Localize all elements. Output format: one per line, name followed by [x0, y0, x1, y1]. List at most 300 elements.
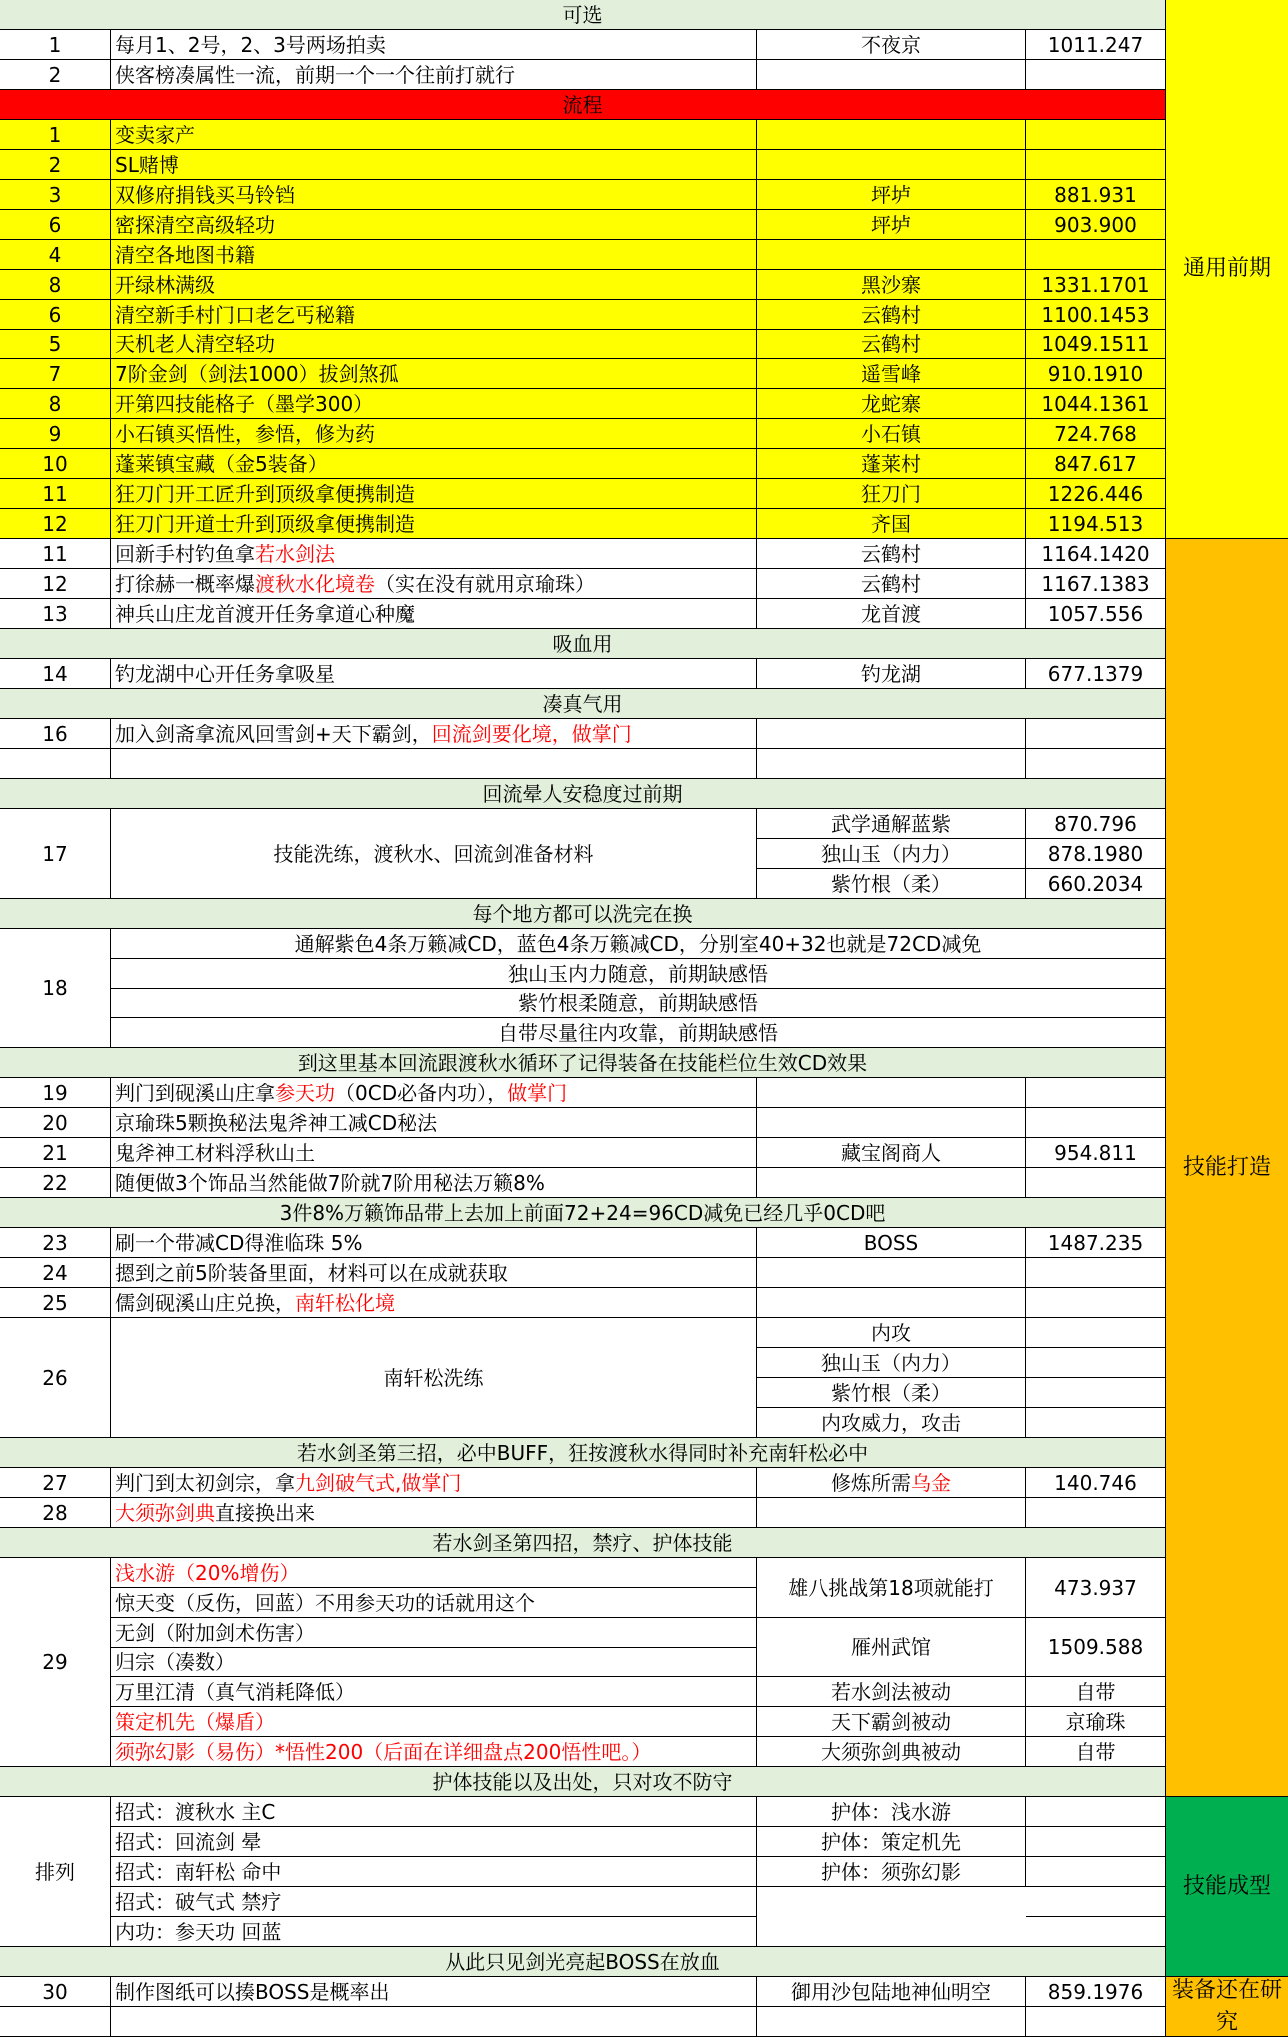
- row-29-src-2: [757, 1677, 1026, 1707]
- process-row-5-coord: [1026, 270, 1166, 300]
- row-22-coord: [1026, 1168, 1166, 1198]
- section-cd96-text-0: 3件8%万籁饰品带上去加上前面72+24=96CD减免已经几乎0CD吧: [279, 1200, 886, 1225]
- row-19-desc-text-1: 参天功: [275, 1080, 335, 1105]
- row-11-loc: [757, 539, 1026, 569]
- process-row-9-coord: [1026, 389, 1166, 419]
- process-row-10-num: [0, 419, 111, 449]
- row-17-coord-0-text-0: 870.796: [1054, 811, 1137, 836]
- arrange-move-3: [111, 1887, 757, 1917]
- row-28-loc: [757, 1498, 1026, 1528]
- row-last-num: [0, 2007, 111, 2037]
- row-25-loc: [757, 1288, 1026, 1318]
- optional-row-0-desc-text-0: 每月1、2号，2、3号两场拍卖: [115, 32, 386, 57]
- process-row-6-coord: [1026, 300, 1166, 330]
- row-29-line-2-text-0: 无剑（附加剑术伤害）: [115, 1620, 315, 1645]
- process-row-1-desc-text-0: SL赌博: [115, 152, 179, 177]
- row-29-line-4: [111, 1677, 757, 1707]
- process-row-6-desc: [111, 300, 757, 330]
- row-21-desc-text-0: 鬼斧神工材料浮秋山土: [115, 1140, 315, 1165]
- process-row-5-num: [0, 270, 111, 300]
- process-row-5-desc: [111, 270, 757, 300]
- row-28-desc-text-1: 直接换出来: [215, 1500, 315, 1525]
- arrange-label: [0, 1797, 111, 1947]
- process-row-7-num: [0, 330, 111, 359]
- row-17-item-2: [757, 869, 1026, 899]
- process-row-3-num: [0, 210, 111, 240]
- process-row-10-desc: [111, 419, 757, 449]
- process-row-12-num-text-0: 11: [42, 481, 68, 506]
- row-12-desc: [111, 569, 757, 599]
- section-wash-text-0: 每个地方都可以洗完在换: [472, 901, 693, 926]
- row-29-coord-1: [1026, 1618, 1166, 1677]
- optional-row-0-num-text-0: 1: [48, 32, 62, 57]
- row-29-src-1: [757, 1618, 1026, 1677]
- process-row-12-loc-text-0: 狂刀门: [861, 481, 921, 506]
- process-row-0-num: [0, 120, 111, 150]
- process-row-0-desc-text-0: 变卖家产: [115, 122, 195, 147]
- row-18-num: [0, 929, 111, 1048]
- row-blank-num: [0, 749, 111, 779]
- row-24-desc: [111, 1258, 757, 1288]
- row-16-desc-text-0: 加入剑斋拿流风回雪剑+天下霸剑，: [115, 721, 432, 746]
- row-13-desc-text-0: 神兵山庄龙首渡开任务拿道心种魔: [115, 601, 415, 626]
- row-18-line-2-text-0: 紫竹根柔随意，前期缺感悟: [518, 991, 758, 1015]
- row-11-coord-text-0: 1164.1420: [1041, 541, 1150, 566]
- row-24-num: [0, 1258, 111, 1288]
- section-process: [0, 90, 1166, 120]
- process-row-11-desc-text-0: 蓬莱镇宝藏（金5装备）: [115, 451, 328, 476]
- row-26-num-text-0: 26: [42, 1365, 68, 1390]
- row-17-coord-2-text-0: 660.2034: [1047, 871, 1144, 896]
- row-29-num: [0, 1558, 111, 1767]
- process-row-9-loc-text-0: 龙蛇寨: [861, 391, 921, 416]
- row-20-coord: [1026, 1108, 1166, 1138]
- row-24-coord: [1026, 1258, 1166, 1288]
- row-23-desc-text-0: 刷一个带减CD得淮临珠 5%: [115, 1230, 363, 1255]
- process-row-5-desc-text-0: 开绿林满级: [115, 272, 215, 297]
- arrange-coord-2: [1026, 1857, 1166, 1887]
- process-row-11-num-text-0: 10: [42, 451, 68, 476]
- process-row-10-coord-text-0: 724.768: [1054, 421, 1137, 446]
- process-row-2-coord-text-0: 881.931: [1054, 182, 1137, 207]
- row-27-desc-text-0: 判门到太初剑宗，拿: [115, 1470, 295, 1495]
- process-row-8-coord-text-0: 910.1910: [1047, 361, 1144, 386]
- row-12-coord-text-0: 1167.1383: [1041, 571, 1150, 596]
- row-29-coord-4: [1026, 1737, 1166, 1767]
- row-30-num-text-0: 30: [42, 1979, 68, 2004]
- arrange-guard-0: [757, 1797, 1026, 1827]
- row-29-coord-2: [1026, 1677, 1166, 1707]
- process-row-5-loc: [757, 270, 1026, 300]
- row-26-item-2: [757, 1378, 1026, 1408]
- section-ruoshui3: [0, 1438, 1166, 1468]
- row-18-line-0: [111, 929, 1166, 959]
- process-row-3-desc-text-0: 密探清空高级轻功: [115, 212, 275, 237]
- optional-row-0-coord-text-0: 1011.247: [1047, 32, 1144, 57]
- row-21-coord: [1026, 1138, 1166, 1168]
- row-22-loc: [757, 1168, 1026, 1198]
- row-20-num: [0, 1108, 111, 1138]
- process-row-4-loc: [757, 240, 1026, 270]
- optional-row-1-num: [0, 60, 111, 90]
- row-last-loc: [757, 2007, 1026, 2037]
- row-26-item-0-text-0: 内攻: [871, 1320, 911, 1345]
- row-29-line-6-text-0: 须弥幻影（易伤）*悟性200（后面在详细盘点200悟性吧。）: [115, 1739, 652, 1764]
- process-row-1-num-text-0: 2: [48, 152, 62, 177]
- side-skill-form: [1166, 1797, 1288, 1977]
- row-18-line-1-text-0: 独山玉内力随意，前期缺感悟: [508, 961, 768, 986]
- row-26-item-3: [757, 1408, 1026, 1438]
- arrange-coord-4: [1026, 1917, 1166, 1947]
- section-loop: [0, 1048, 1166, 1078]
- arrange-move-4: [111, 1917, 757, 1947]
- process-row-4-coord: [1026, 240, 1166, 270]
- arrange-move-0-text-0: 招式：渡秋水 主C: [115, 1799, 276, 1824]
- process-row-2-loc-text-0: 坪垆: [871, 182, 911, 207]
- process-row-3-desc: [111, 210, 757, 240]
- process-row-9-coord-text-0: 1044.1361: [1041, 391, 1150, 416]
- row-18-line-1: [111, 959, 1166, 989]
- row-29-src-1-text-0: 雁州武馆: [851, 1635, 931, 1659]
- row-18-line-2: [111, 989, 1166, 1018]
- optional-row-1-desc: [111, 60, 757, 90]
- row-19-desc-text-2: （0CD必备内功），: [335, 1080, 508, 1105]
- process-row-3-loc: [757, 210, 1026, 240]
- section-huti: [0, 1767, 1166, 1797]
- row-17-coord-1-text-0: 878.1980: [1047, 841, 1144, 866]
- row-13-loc: [757, 599, 1026, 629]
- row-29-coord-3: [1026, 1707, 1166, 1737]
- row-12-num-text-0: 12: [42, 571, 68, 596]
- optional-row-0-desc: [111, 30, 757, 60]
- row-27-desc: [111, 1468, 757, 1498]
- row-last-coord: [1026, 2007, 1166, 2037]
- side-early-label: 通用前期: [1182, 256, 1271, 282]
- row-29-line-2: [111, 1618, 757, 1648]
- row-29-coord-1-text-0: 1509.588: [1047, 1635, 1144, 1659]
- row-17-item-0: [757, 809, 1026, 839]
- row-30-coord-text-0: 859.1976: [1047, 1979, 1144, 2004]
- row-26-coord-3: [1026, 1408, 1166, 1438]
- optional-row-0-loc: [757, 30, 1026, 60]
- row-16-loc: [757, 719, 1026, 749]
- row-25-desc-text-0: 儒剑砚溪山庄兑换，: [115, 1290, 295, 1315]
- row-20-desc-text-0: 京瑜珠5颗换秘法鬼斧神工减CD秘法: [115, 1110, 438, 1135]
- section-optional-text-0: 可选: [562, 2, 603, 27]
- process-row-12-desc: [111, 479, 757, 509]
- process-row-5-num-text-0: 8: [48, 272, 62, 297]
- arrange-move-0: [111, 1797, 757, 1827]
- row-29-line-5: [111, 1707, 757, 1737]
- arrange-guard-2: [757, 1857, 1026, 1887]
- row-17-desc: [111, 809, 757, 899]
- row-11-desc-text-0: 回新手村钓鱼拿: [115, 541, 255, 566]
- row-27-num: [0, 1468, 111, 1498]
- row-29-line-0: [111, 1558, 757, 1588]
- process-row-7-loc-text-0: 云鹤村: [861, 332, 921, 356]
- row-30-num: [0, 1977, 111, 2007]
- process-row-6-num: [0, 300, 111, 330]
- row-26-num: [0, 1318, 111, 1438]
- arrange-guard-0-text-0: 护体：浅水游: [831, 1799, 951, 1824]
- side-early: [1166, 0, 1288, 539]
- row-19-desc-text-3: 做掌门: [507, 1080, 568, 1105]
- row-21-coord-text-0: 954.811: [1054, 1140, 1137, 1165]
- row-29-src-0: [757, 1558, 1026, 1618]
- row-18-line-3-text-0: 自带尽量往内攻靠，前期缺感悟: [498, 1020, 778, 1045]
- process-row-13-loc-text-0: 齐国: [871, 511, 911, 536]
- arrange-move-2: [111, 1857, 757, 1887]
- row-27-desc-text-1: 九剑破气式,做掌门: [295, 1470, 462, 1495]
- row-23-coord: [1026, 1228, 1166, 1258]
- arrange-guard-1-text-0: 护体：策定机先: [821, 1829, 961, 1854]
- process-row-11-num: [0, 449, 111, 479]
- row-21-loc: [757, 1138, 1026, 1168]
- process-row-7-desc-text-0: 天机老人清空轻功: [115, 332, 275, 356]
- process-row-9-desc-text-0: 开第四技能格子（墨学300）: [115, 391, 374, 416]
- row-12-loc: [757, 569, 1026, 599]
- process-row-7-coord-text-0: 1049.1511: [1041, 332, 1150, 356]
- process-row-12-num: [0, 479, 111, 509]
- row-27-coord: [1026, 1468, 1166, 1498]
- row-17-item-2-text-0: 紫竹根（柔）: [831, 871, 951, 896]
- row-25-coord: [1026, 1288, 1166, 1318]
- process-row-11-desc: [111, 449, 757, 479]
- process-row-4-desc-text-0: 清空各地图书籍: [115, 242, 255, 267]
- process-row-9-loc: [757, 389, 1026, 419]
- row-22-desc-text-0: 随便做3个饰品当然能做7阶就7阶用秘法万籁8%: [115, 1170, 545, 1195]
- row-23-num: [0, 1228, 111, 1258]
- section-wash: [0, 899, 1166, 929]
- section-qi-text-0: 凑真气用: [542, 691, 623, 716]
- row-18-line-3: [111, 1018, 1166, 1048]
- row-29-src-4-text-0: 大须弥剑典被动: [821, 1739, 961, 1764]
- row-29-src-0-text-0: 雄八挑战第18项就能打: [788, 1575, 994, 1600]
- row-blank-loc: [757, 749, 1026, 779]
- row-28-coord: [1026, 1498, 1166, 1528]
- arrange-move-3-text-0: 招式：破气式 禁疗: [115, 1889, 282, 1914]
- process-row-7-desc: [111, 330, 757, 359]
- process-row-6-loc: [757, 300, 1026, 330]
- process-row-5-coord-text-0: 1331.1701: [1041, 272, 1150, 297]
- row-29-line-3-text-0: 归宗（凑数）: [115, 1650, 235, 1674]
- row-27-loc-text-0: 修炼所需: [831, 1470, 911, 1495]
- row-16-num-text-0: 16: [42, 721, 68, 746]
- row-29-src-3: [757, 1707, 1026, 1737]
- row-23-num-text-0: 23: [42, 1230, 68, 1255]
- side-gear-research-label: 装备还在研究: [1171, 1977, 1282, 2035]
- process-row-13-num: [0, 509, 111, 539]
- process-row-10-desc-text-0: 小石镇买悟性，参悟，修为药: [115, 421, 375, 446]
- optional-row-0-num: [0, 30, 111, 60]
- process-row-11-loc: [757, 449, 1026, 479]
- row-18-line-0-text-0: 通解紫色4条万籁减CD，蓝色4条万籁减CD，分别室40+32也就是72CD减免: [294, 931, 982, 956]
- row-13-num-text-0: 13: [42, 601, 68, 626]
- optional-row-1-loc: [757, 60, 1026, 90]
- row-14-num: [0, 659, 111, 689]
- row-21-num: [0, 1138, 111, 1168]
- section-stun-text-0: 回流晕人安稳度过前期: [482, 781, 683, 806]
- row-17-coord-1: [1026, 839, 1166, 869]
- row-14-coord: [1026, 659, 1166, 689]
- section-cd96: [0, 1198, 1166, 1228]
- row-16-num: [0, 719, 111, 749]
- section-final: [0, 1947, 1166, 1977]
- process-row-0-num-text-0: 1: [48, 122, 62, 147]
- section-ruoshui4: [0, 1528, 1166, 1558]
- row-12-num: [0, 569, 111, 599]
- process-row-9-desc: [111, 389, 757, 419]
- row-13-num: [0, 599, 111, 629]
- row-20-desc: [111, 1108, 757, 1138]
- row-29-line-6: [111, 1737, 757, 1767]
- row-28-num-text-0: 28: [42, 1500, 68, 1525]
- row-26-desc-text-0: 南轩松洗练: [383, 1365, 484, 1390]
- row-11-desc-text-1: 若水剑法: [255, 541, 335, 566]
- process-row-9-num: [0, 389, 111, 419]
- section-blood: [0, 629, 1166, 659]
- row-17-coord-2: [1026, 869, 1166, 899]
- row-23-coord-text-0: 1487.235: [1047, 1230, 1144, 1255]
- arrange-coord-0: [1026, 1797, 1166, 1827]
- process-row-2-desc-text-0: 双修府捐钱买马铃铛: [115, 182, 295, 207]
- row-29-line-5-text-0: 策定机先（爆盾）: [115, 1709, 275, 1734]
- section-qi: [0, 689, 1166, 719]
- row-26-item-1-text-0: 独山玉（内力）: [821, 1350, 961, 1375]
- row-17-num-text-0: 17: [42, 841, 68, 866]
- row-17-item-0-text-0: 武学通解蓝紫: [831, 811, 951, 836]
- row-blank-desc: [111, 749, 757, 779]
- row-26-item-2-text-0: 紫竹根（柔）: [831, 1380, 951, 1405]
- row-29-src-2-text-0: 若水剑法被动: [831, 1679, 951, 1704]
- process-row-10-loc-text-0: 小石镇: [861, 421, 921, 446]
- row-23-loc: [757, 1228, 1026, 1258]
- row-29-coord-4-text-0: 自带: [1075, 1739, 1116, 1764]
- process-row-8-num-text-0: 7: [48, 361, 62, 386]
- process-row-4-desc: [111, 240, 757, 270]
- row-30-desc: [111, 1977, 757, 2007]
- row-17-desc-text-0: 技能洗练，渡秋水、回流剑准备材料: [273, 841, 594, 866]
- row-25-desc: [111, 1288, 757, 1318]
- section-optional: [0, 0, 1166, 30]
- process-row-9-num-text-0: 8: [48, 391, 62, 416]
- row-21-num-text-0: 21: [42, 1140, 68, 1165]
- process-row-6-coord-text-0: 1100.1453: [1041, 302, 1150, 327]
- row-24-num-text-0: 24: [42, 1260, 68, 1285]
- section-loop-text-0: 到这里基本回流跟渡秋水循环了记得装备在技能栏位生效CD效果: [297, 1050, 868, 1075]
- row-25-desc-text-1: 南轩松化境: [295, 1290, 395, 1315]
- process-row-6-loc-text-0: 云鹤村: [861, 302, 921, 327]
- row-25-num-text-0: 25: [42, 1290, 68, 1315]
- process-row-0-desc: [111, 120, 757, 150]
- process-row-5-loc-text-0: 黑沙寨: [861, 272, 921, 297]
- process-row-13-coord-text-0: 1194.513: [1047, 511, 1144, 536]
- row-27-num-text-0: 27: [42, 1470, 68, 1495]
- process-row-1-loc: [757, 150, 1026, 180]
- row-26-item-1: [757, 1348, 1026, 1378]
- row-14-desc-text-0: 钓龙湖中心开任务拿吸星: [115, 661, 335, 686]
- process-row-13-num-text-0: 12: [42, 511, 68, 536]
- section-process-text-0: 流程: [562, 92, 603, 117]
- row-14-loc-text-0: 钓龙湖: [861, 661, 921, 686]
- row-16-desc: [111, 719, 757, 749]
- section-ruoshui4-text-0: 若水剑圣第四招，禁疗、护体技能: [432, 1530, 733, 1555]
- row-14-coord-text-0: 677.1379: [1047, 661, 1144, 686]
- section-stun: [0, 779, 1166, 809]
- process-row-0-loc: [757, 120, 1026, 150]
- process-row-8-loc-text-0: 遥雪峰: [861, 361, 921, 386]
- row-19-num: [0, 1078, 111, 1108]
- process-row-8-desc: [111, 359, 757, 389]
- row-21-loc-text-0: 藏宝阁商人: [841, 1140, 941, 1165]
- row-26-item-3-text-0: 内攻威力，攻击: [821, 1410, 961, 1435]
- row-19-coord: [1026, 1078, 1166, 1108]
- row-13-coord: [1026, 599, 1166, 629]
- row-24-loc: [757, 1258, 1026, 1288]
- process-row-12-coord-text-0: 1226.446: [1047, 481, 1144, 506]
- row-29-line-1-text-0: 惊天变（反伤，回蓝）不用参天功的话就用这个: [115, 1590, 535, 1615]
- process-row-12-coord: [1026, 479, 1166, 509]
- row-16-desc-text-1: 回流剑要化境，做掌门: [431, 721, 632, 746]
- section-ruoshui3-text-0: 若水剑圣第三招，必中BUFF，狂按渡秋水得同时补充南轩松必中: [296, 1440, 869, 1465]
- row-30-desc-text-0: 制作图纸可以揍BOSS是概率出: [115, 1979, 390, 2004]
- process-row-13-desc: [111, 509, 757, 539]
- arrange-guard-empty: [757, 1887, 1026, 1947]
- row-16-coord: [1026, 719, 1166, 749]
- process-row-13-desc-text-0: 狂刀门开道士升到顶级拿便携制造: [115, 511, 415, 536]
- arrange-move-2-text-0: 招式：南轩松 命中: [115, 1859, 282, 1884]
- process-row-0-coord: [1026, 120, 1166, 150]
- process-row-7-num-text-0: 5: [48, 332, 62, 356]
- optional-row-0-loc-text-0: 不夜京: [861, 32, 921, 57]
- section-blood-text-0: 吸血用: [552, 631, 613, 656]
- process-row-13-loc: [757, 509, 1026, 539]
- side-skill-forge-label: 技能打造: [1182, 1154, 1271, 1180]
- row-22-desc: [111, 1168, 757, 1198]
- row-19-num-text-0: 19: [42, 1080, 68, 1105]
- row-17-num: [0, 809, 111, 899]
- row-11-desc: [111, 539, 757, 569]
- row-29-coord-3-text-0: 京瑜珠: [1065, 1709, 1126, 1734]
- row-29-coord-2-text-0: 自带: [1075, 1679, 1116, 1704]
- row-30-coord: [1026, 1977, 1166, 2007]
- row-12-loc-text-0: 云鹤村: [861, 571, 921, 596]
- process-row-1-num: [0, 150, 111, 180]
- arrange-move-1: [111, 1827, 757, 1857]
- row-17-item-1-text-0: 独山玉（内力）: [821, 841, 961, 866]
- row-29-coord-0: [1026, 1558, 1166, 1618]
- row-13-loc-text-0: 龙首渡: [861, 601, 921, 626]
- arrange-coord-3: [1026, 1887, 1166, 1917]
- row-30-loc-text-0: 御用沙包陆地神仙明空: [791, 1979, 991, 2004]
- row-29-coord-0-text-0: 473.937: [1054, 1575, 1137, 1600]
- row-29-src-4: [757, 1737, 1026, 1767]
- side-skill-forge: [1166, 539, 1288, 1797]
- row-29-line-4-text-0: 万里江清（真气消耗降低）: [115, 1679, 355, 1704]
- row-11-num: [0, 539, 111, 569]
- row-25-num: [0, 1288, 111, 1318]
- row-20-num-text-0: 20: [42, 1110, 68, 1135]
- arrange-label-text-0: 排列: [35, 1859, 75, 1884]
- row-12-coord: [1026, 569, 1166, 599]
- process-row-3-num-text-0: 6: [48, 212, 62, 237]
- optional-row-0-coord: [1026, 30, 1166, 60]
- row-19-desc: [111, 1078, 757, 1108]
- row-23-loc-text-0: BOSS: [863, 1230, 919, 1255]
- side-skill-form-label: 技能成型: [1182, 1873, 1271, 1899]
- row-27-loc-text-1: 乌金: [911, 1470, 951, 1495]
- row-28-num: [0, 1498, 111, 1528]
